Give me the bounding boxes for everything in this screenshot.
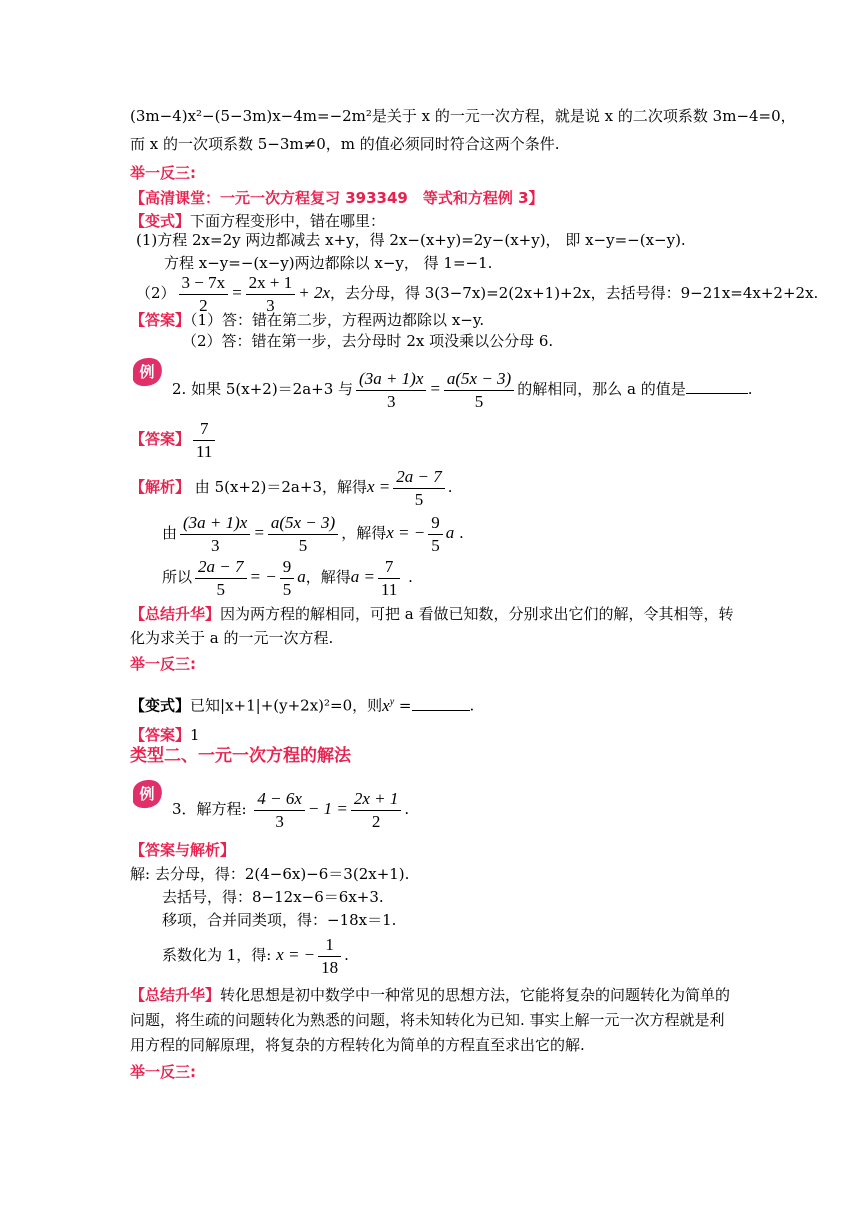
question-text: 3．解方程: <box>172 800 247 818</box>
summary-tag: 【总结升华】 <box>130 986 221 1004</box>
summary-tag: 【总结升华】 <box>130 605 221 623</box>
jyfs-label-3: 举一反三: <box>130 1063 196 1081</box>
example3-summary-3: 用方程的同解原理，将复杂的方程转化为简单的方程直至求出它的解. <box>130 1036 585 1054</box>
equals-sign: = <box>253 523 265 542</box>
fraction-denominator: 3 <box>386 391 396 411</box>
solution-step-3: 移项，合并同类项，得：−18x＝1. <box>162 911 397 929</box>
equals-sign: = <box>231 283 243 302</box>
answer-blank[interactable] <box>412 696 470 711</box>
example2-answer <box>130 416 218 463</box>
period: . <box>469 696 475 715</box>
fraction-denominator: 11 <box>196 441 213 461</box>
fraction-denominator: 5 <box>414 489 424 509</box>
fraction <box>318 934 341 979</box>
example3-answer-tag: 【答案与解析】 <box>130 841 236 859</box>
summary-text: 因为两方程的解相同，可把 a 看做已知数，分别求出它们的解，令其相等，转 <box>220 605 734 623</box>
variant1-item1-a: (1)方程 2x=2y 两边都减去 x+y，得 2x−(x+y)=2y−(x+y)， 即 x−y=−(x−y). <box>136 231 686 249</box>
fraction-denominator: 5 <box>216 579 225 599</box>
source-reference: 【高清课堂：一元一次方程复习 393349 等式和方程例 3】 <box>130 189 544 207</box>
equals-sign: = <box>398 696 412 715</box>
svg-text:例: 例 <box>139 363 155 381</box>
variant2-answer <box>130 725 200 745</box>
fraction-denominator: 11 <box>380 579 398 599</box>
fraction <box>180 512 250 557</box>
fraction-denominator: 3 <box>266 295 275 315</box>
analysis-tag: 【解析】 <box>130 478 191 496</box>
fraction <box>444 368 514 413</box>
period: . <box>747 380 753 398</box>
example2-analysis-step1 <box>130 464 453 511</box>
jyfs-label-1: 举一反三: <box>130 164 196 182</box>
variable: a <box>297 567 306 586</box>
exponent: y <box>389 696 395 707</box>
step-text: 由 <box>162 524 178 542</box>
variant-tag: 【变式】 <box>130 696 191 715</box>
fraction-numerator: 7 <box>193 418 215 441</box>
solution-step-1: 解: 去分母，得：2(4−6x)−6＝3(2x+1). <box>130 865 410 883</box>
type2-heading: 类型二、一元一次方程的解法 <box>130 746 351 766</box>
example-badge-icon <box>130 778 164 810</box>
fraction-denominator: 5 <box>474 391 484 411</box>
fraction-numerator: 4 − 6x <box>254 788 305 811</box>
step-text: 系数化为 1，得: <box>162 946 272 964</box>
fraction-numerator: 3 − 7x <box>179 272 229 295</box>
fraction <box>280 556 295 601</box>
example3-summary-2: 问题，将生疏的问题转化为熟悉的问题，将未知转化为已知. 事实上解一元一次方程就是利 <box>130 1011 725 1029</box>
fraction-numerator: 1 <box>318 934 341 957</box>
fraction-numerator: a(5x − 3) <box>268 512 338 535</box>
fraction-numerator: 9 <box>280 556 295 579</box>
step-text: 所以 <box>162 568 193 586</box>
intro-line-2: 而 x 的一次项系数 5−3m≠0，m 的值必须同时符合这两个条件. <box>130 135 560 153</box>
variant1-answer-1 <box>130 310 484 330</box>
variant2-question <box>130 692 474 716</box>
fraction <box>356 368 426 413</box>
fraction-numerator: 2a − 7 <box>195 556 246 579</box>
variant1-prompt <box>130 211 385 231</box>
step-text: 由 5(x+2)＝2a+3，解得 <box>194 478 367 496</box>
jyfs-label-2: 举一反三: <box>130 655 196 673</box>
period: . <box>408 568 413 586</box>
equals-sign: = − <box>249 567 277 586</box>
fraction-denominator: 2 <box>371 811 381 831</box>
fraction-numerator: (3a + 1)x <box>356 368 426 391</box>
plus-term: + 2x <box>298 283 330 302</box>
example3-question <box>172 786 409 833</box>
solution-step-2: 去括号，得：8−12x−6＝6x+3. <box>162 888 384 906</box>
example2-summary-2: 化为求关于 a 的一元一次方程. <box>130 629 334 647</box>
example-badge-icon <box>130 356 164 388</box>
fraction-denominator: 5 <box>282 579 292 599</box>
equals-sign: = <box>429 379 441 398</box>
period: . <box>458 524 464 542</box>
power-expression <box>382 696 394 715</box>
fraction <box>195 556 246 601</box>
fraction-numerator: 7 <box>378 556 400 579</box>
variant-text: 已知|x+1|+(y+2x)²=0，则 <box>190 696 383 715</box>
example3-summary-1 <box>130 985 730 1005</box>
fraction <box>393 466 444 511</box>
question-text: 2. 如果 5(x+2)＝2a+3 与 <box>172 380 354 398</box>
answer-text: 1 <box>190 726 200 744</box>
fraction-numerator: 9 <box>428 512 443 535</box>
answer-tag: 【答案】 <box>130 430 191 448</box>
intro-line-1: (3m−4)x²−(5−3m)x−4m=−2m²是关于 x 的一元一次方程，就是说 x 的二次项系数 3m−4=0， <box>130 107 796 125</box>
fraction-numerator: 2x + 1 <box>246 272 296 295</box>
fraction-numerator: 2x + 1 <box>351 788 402 811</box>
lhs: x = <box>366 477 391 496</box>
answer-tag: 【答案】 <box>130 311 191 329</box>
fraction <box>351 788 402 833</box>
fraction-numerator: a(5x − 3) <box>444 368 514 391</box>
period: . <box>344 946 349 964</box>
variant1-answer-2: （2）答：错在第一步，去分母时 2x 项没乘以公分母 6. <box>182 332 554 350</box>
variant1-prompt-text: 下面方程变形中，错在哪里： <box>190 212 386 230</box>
variable: a <box>445 523 455 542</box>
fraction-denominator: 5 <box>298 535 308 555</box>
answer-tag: 【答案】 <box>130 726 191 744</box>
solution-step-4 <box>162 932 349 979</box>
fraction-numerator: 2a − 7 <box>393 466 444 489</box>
base: x <box>382 695 390 715</box>
example2-analysis-step2 <box>162 510 464 557</box>
example2-analysis-step3 <box>162 554 413 601</box>
variant1-item1-b: 方程 x−y=−(x−y)两边都除以 x−y， 得 1=−1. <box>164 254 493 272</box>
item2-rest: ，去分母，得 3(3−7x)=2(2x+1)+2x，去括号得：9−21x=4x+2+2x. <box>330 284 819 302</box>
item2-prefix: （2） <box>136 284 176 302</box>
example2-summary-1 <box>130 604 734 624</box>
fraction-denominator: 18 <box>321 957 339 977</box>
fraction <box>428 512 443 557</box>
example2-question <box>172 366 752 413</box>
lhs: a = <box>350 567 375 586</box>
fraction-denominator: 3 <box>275 811 284 831</box>
fraction <box>254 788 305 833</box>
summary-text: 转化思想是初中数学中一种常见的思想方法，它能将复杂的问题转化为简单的 <box>220 986 731 1004</box>
fraction-denominator: 5 <box>431 535 440 555</box>
fraction <box>378 556 400 601</box>
question-text: 的解相同，那么 a 的值是 <box>517 380 686 398</box>
fraction <box>193 418 215 463</box>
step-text: ，解得 <box>341 524 387 542</box>
fraction <box>268 512 338 557</box>
variant1-tag: 【变式】 <box>130 212 191 230</box>
fraction-denominator: 2 <box>199 295 208 315</box>
period: . <box>447 478 453 496</box>
fraction-denominator: 3 <box>210 535 220 555</box>
minus-one: − 1 = <box>307 799 348 818</box>
period: . <box>404 800 410 818</box>
answer-blank[interactable] <box>686 379 748 394</box>
lhs: x = − <box>276 945 316 964</box>
answer-text: （1）答：错在第二步，方程两边都除以 x−y. <box>190 311 485 329</box>
svg-text:例: 例 <box>139 785 155 803</box>
step-text: ，解得 <box>305 568 351 586</box>
fraction-numerator: (3a + 1)x <box>180 512 250 535</box>
lhs: x = − <box>386 523 426 542</box>
